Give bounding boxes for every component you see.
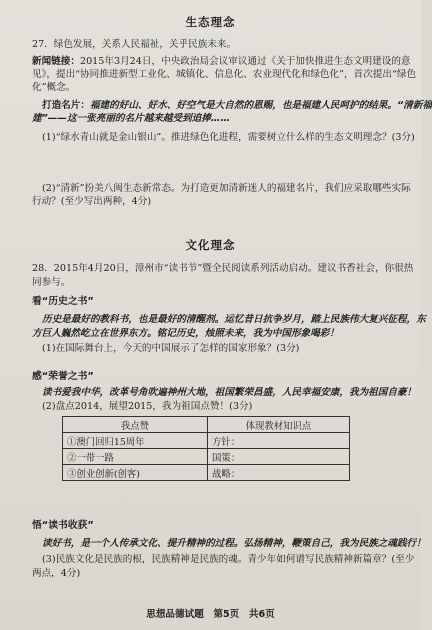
- news-line-3: 化”概念。: [32, 82, 76, 93]
- card-line-1: [42, 99, 432, 112]
- heading-history-book: 看“历史之书”: [32, 296, 94, 307]
- q28-intro-2: 同参与。: [32, 277, 71, 288]
- table-row: [63, 449, 350, 465]
- card-line-2: 建”——这一张亮丽的名片越来越受到追捧……: [32, 113, 231, 124]
- heading-reading-harvest: 悟“读书收获”: [32, 520, 94, 531]
- q28-sub3-line1: (3)民族文化是民族的根，民族精神是民族的魂。青少年如何谱写民族精神新篇章？(至少: [42, 554, 415, 565]
- glory-text: 读书爱我中华，改革号角吹遍神州大地，祖国繁荣昌盛，人民幸福安康，我为祖国自豪！: [42, 387, 417, 398]
- history-line-1: 历史是最好的教科书，也是最好的清醒剂。运忆昔日抗争岁月，踏上民族伟大复兴征程，东: [42, 314, 426, 325]
- praise-table: [62, 416, 350, 481]
- table-cell-answer[interactable]: 战略：: [208, 465, 350, 481]
- q28-sub1: (1)在国际舞台上，今天的中国展示了怎样的国家形象？(3分): [42, 343, 300, 354]
- q27-sub2-line2: 行动？(至少写出两种，4分): [32, 196, 152, 207]
- heading-glory-book: 感“荣誉之书”: [32, 371, 94, 382]
- table-cell-answer[interactable]: 方针：: [208, 433, 350, 449]
- page-footer: 思想品德试题 第5页 共6页: [146, 609, 275, 620]
- table-cell-answer[interactable]: 国策：: [208, 449, 350, 465]
- news-line-1: [32, 55, 411, 68]
- table-cell-praise: ③创业创新(创客): [63, 465, 208, 481]
- table-header-row: [63, 417, 350, 433]
- news-line-2: 见》，提出“协同推进新型工业化、城镇化、信息化、农业现代化和绿色化”，首次提出“绿色: [32, 69, 417, 80]
- table-header-knowledge: 体现教材知识点: [208, 417, 350, 433]
- card-text-1: 福建的好山、好水、好空气是大自然的恩赐，也是福建人民呵护的结果。“清新福: [89, 100, 432, 111]
- history-line-2: 方巨人巍然屹立在世界东方。铭记历史，烛照未来，我为中国形象喝彩！: [32, 328, 339, 339]
- card-label: 打造名片：: [42, 100, 90, 111]
- news-text-1: 2015年3月24日，中央政治局会议审议通过《关于加快推进生态文明建设的意: [79, 56, 411, 67]
- q27-sub1: (1)“绿水青山就是金山银山”。推进绿色化进程，需要树立什么样的生态文明理念？(3分): [42, 132, 415, 143]
- section-title-culture: 文化理念: [185, 238, 236, 252]
- q28-intro-1: [32, 262, 414, 275]
- q27-sub2-line1: (2)“清新”扮美八闽生态新常态。为打造更加清新迷人的福建名片，我们应采取哪些实际: [42, 183, 411, 194]
- harvest-text: 读好书，是一个人传承文化、提升精神的过程。弘扬精神，鞭策自己，我为民族之魂践行！: [42, 538, 426, 549]
- table-row: [63, 465, 350, 481]
- section-title-ecology: 生态理念: [185, 15, 236, 29]
- table-row: [63, 433, 350, 449]
- q28-sub2: (2)盘点2014，展望2015，我为祖国点赞！(3分): [42, 401, 253, 412]
- table-cell-praise: ②一带一路: [63, 449, 208, 465]
- news-label: 新闻链接：: [32, 56, 80, 67]
- q27-intro: 27．绿色发展，关系人民福祉，关乎民族未来。: [32, 39, 237, 50]
- q28-sub3-line2: 两点，4分): [32, 568, 81, 579]
- table-header-praise: 我点赞: [63, 417, 208, 433]
- table-cell-praise: ①澳门回归15周年: [63, 433, 208, 449]
- q28-intro-text-1: 28．2015年4月20日，漳州市“读书节”暨全民阅读系列活动启动。建议书香社会，你很热: [32, 263, 414, 274]
